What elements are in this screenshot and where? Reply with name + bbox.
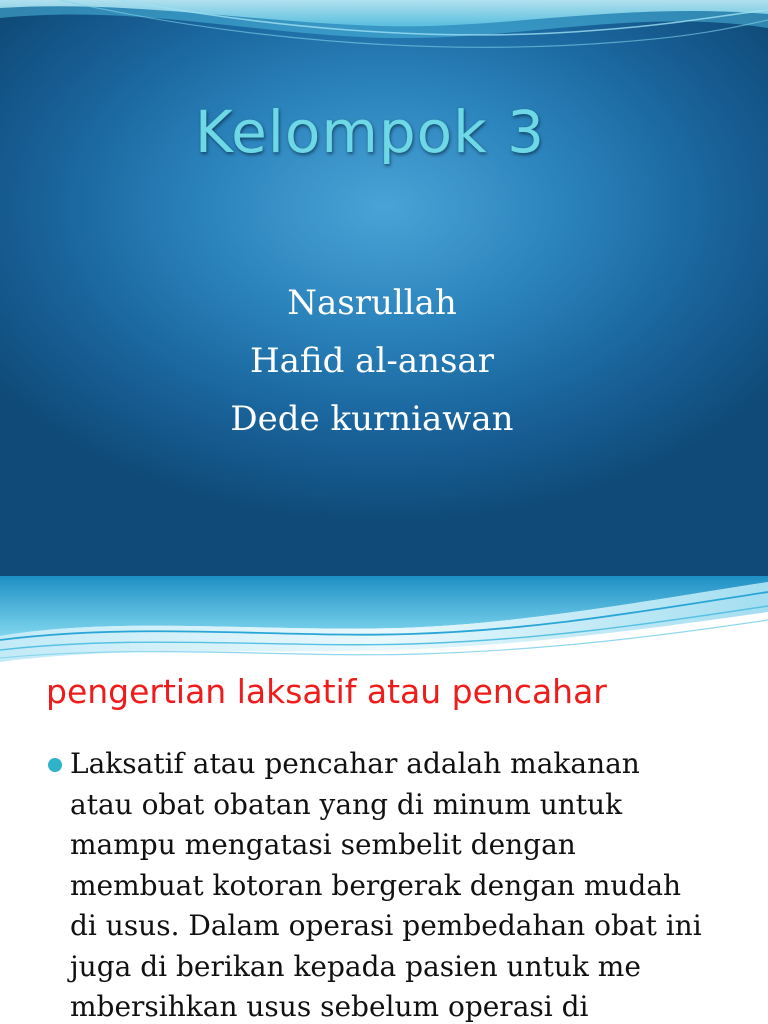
bullet-line: atau obat obatan yang di minum untuk <box>70 787 623 821</box>
bullet-line: mbersihkan usus sebelum operasi di <box>70 990 589 1023</box>
bullet-icon <box>48 758 62 772</box>
bullet-line: mampu mengatasi sembelit dengan <box>70 828 576 861</box>
wave-decoration <box>0 0 768 100</box>
content-slide <box>0 576 768 1024</box>
bullet-line: juga di berikan kepada pasien untuk me <box>70 949 641 983</box>
slide-title: pengertian laksatif atau pencahar <box>46 672 607 711</box>
bullet-text <box>70 744 746 1024</box>
slide-title: Kelompok 3 <box>194 98 546 166</box>
member-name: Nasrullah <box>287 283 457 323</box>
bullet-item <box>46 744 746 1024</box>
bullet-line: membuat kotoran bergerak dengan mudah <box>70 868 682 902</box>
member-name: Dede kurniawan <box>230 399 514 439</box>
member-name: Hafid al-ansar <box>250 341 494 381</box>
bullet-line: di usus. Dalam operasi pembedahan obat ini <box>70 909 702 942</box>
wave-decoration <box>0 576 768 668</box>
member-list <box>0 274 744 448</box>
bullet-line: Laksatif atau pencahar adalah makanan <box>70 747 640 780</box>
